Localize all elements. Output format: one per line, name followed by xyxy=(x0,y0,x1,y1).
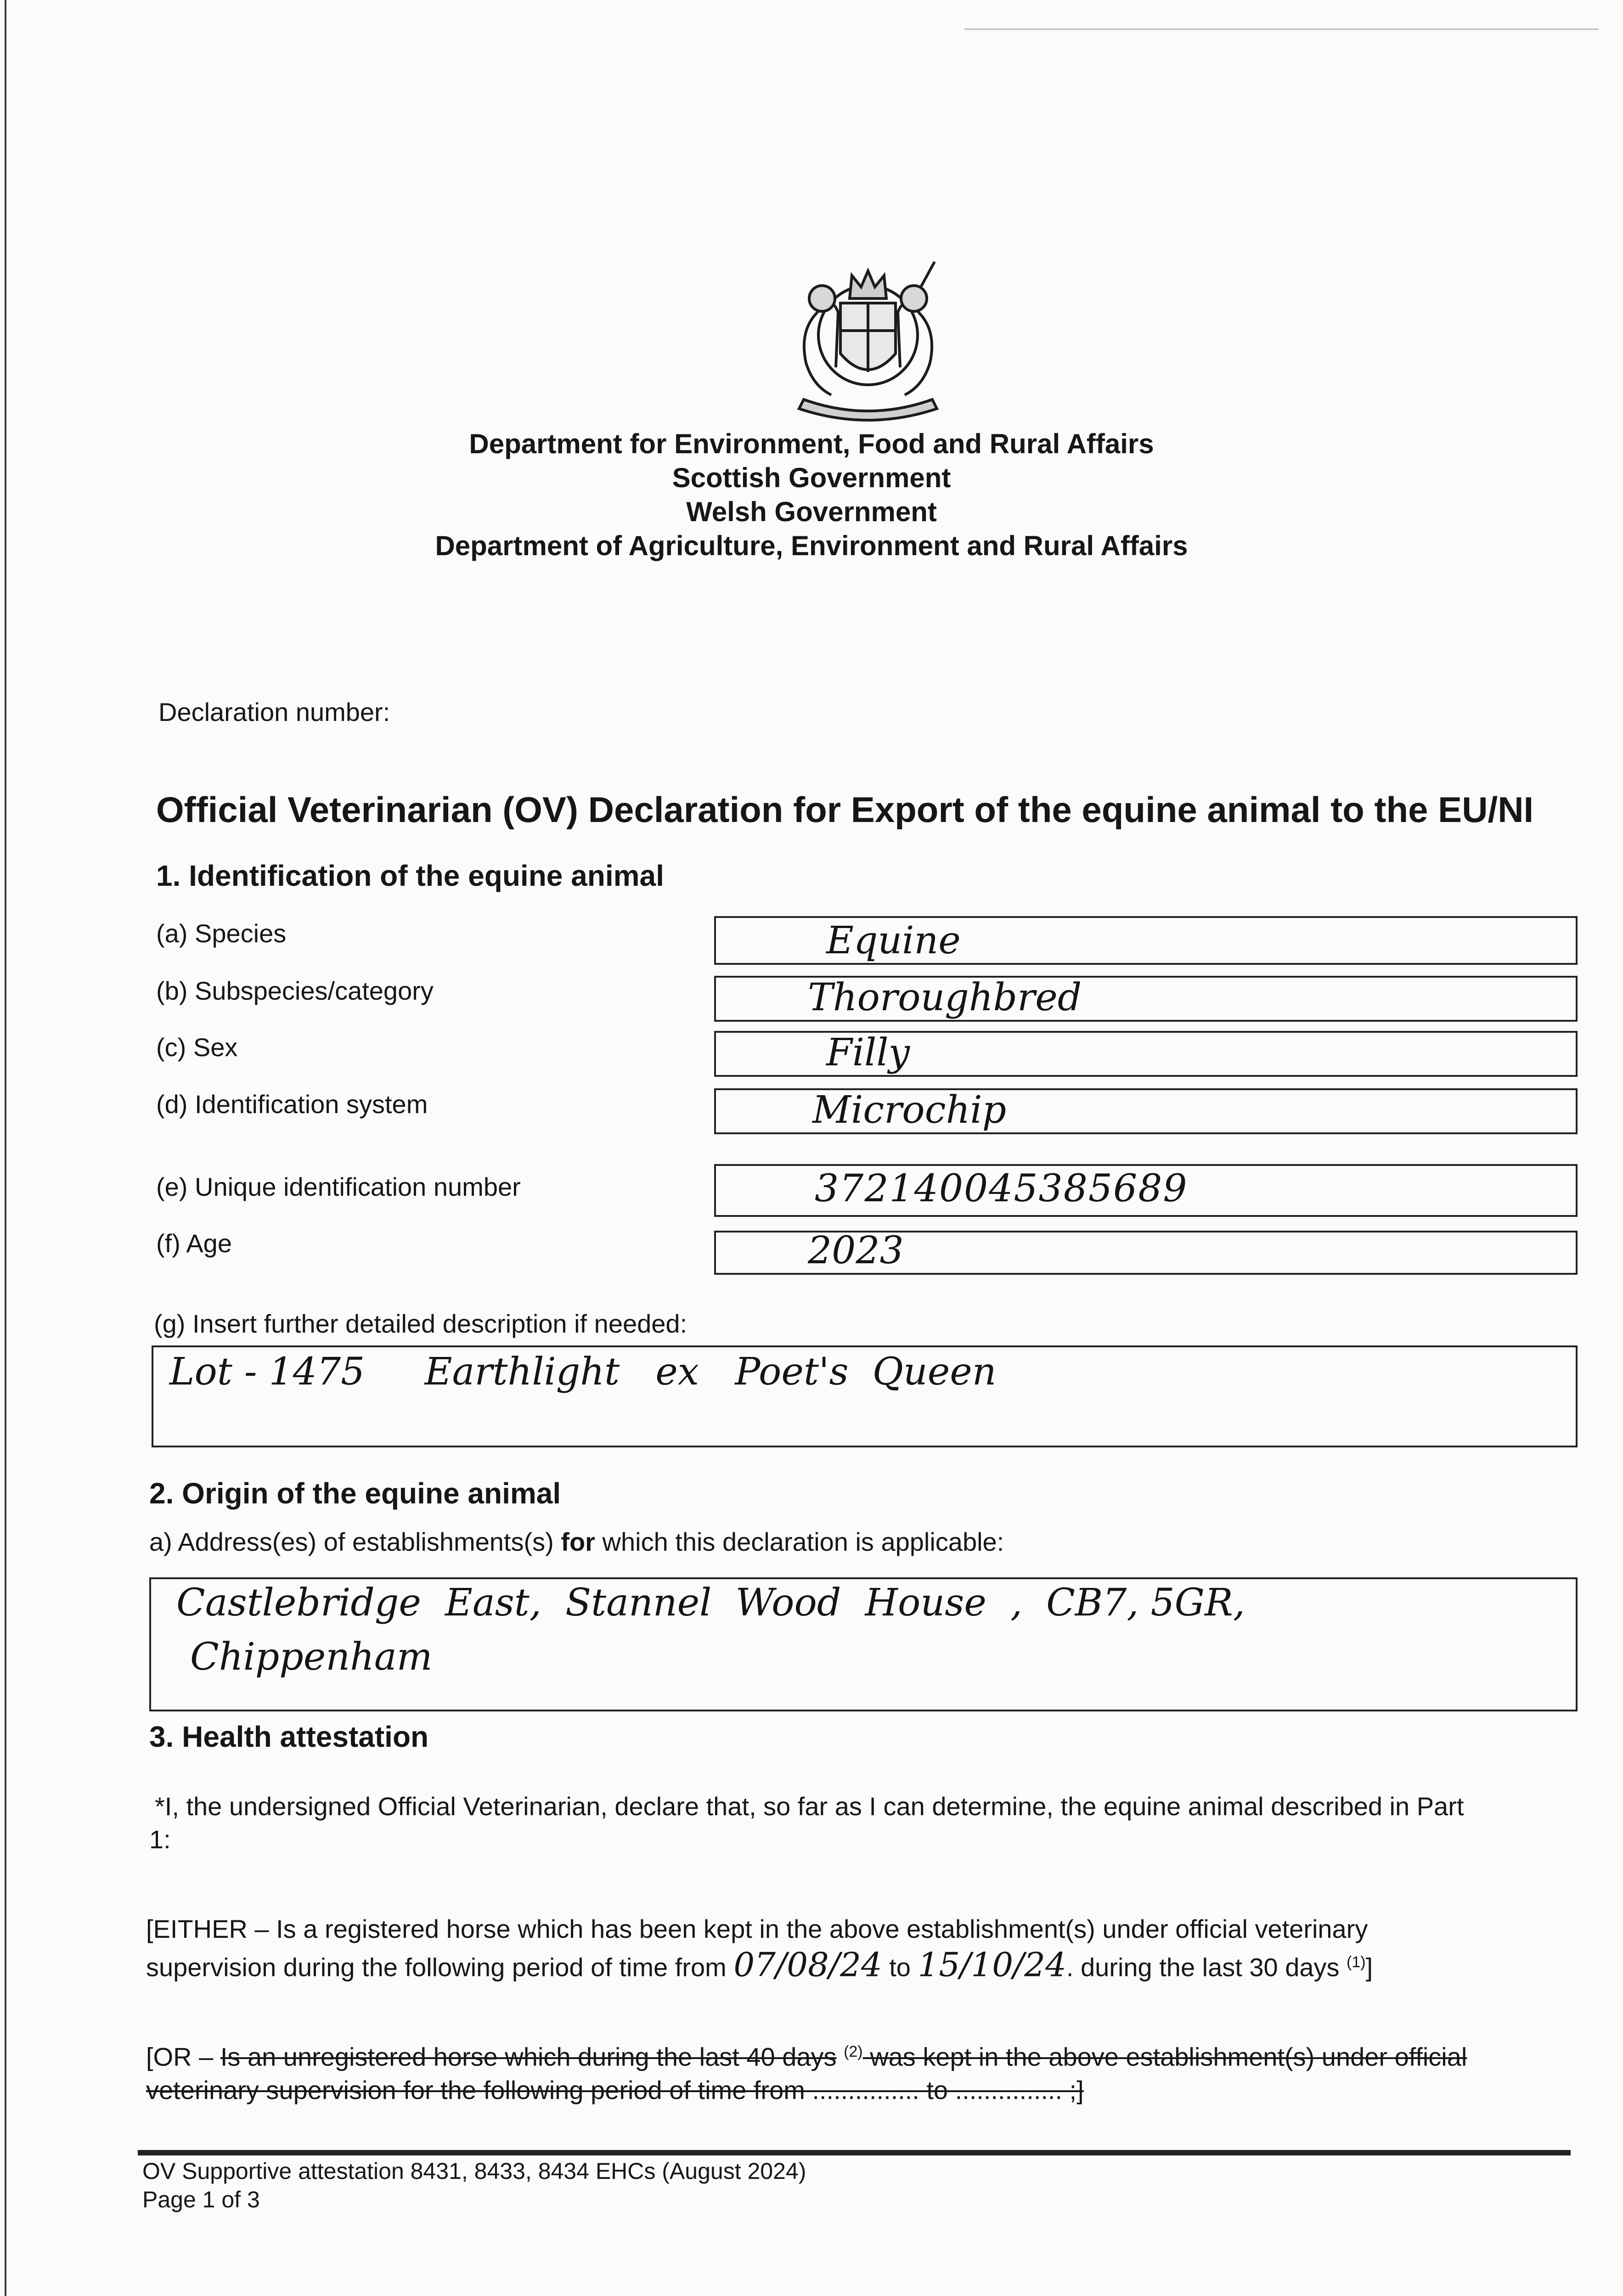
sex-field[interactable] xyxy=(714,1031,1578,1077)
either-clause xyxy=(146,1913,1579,1984)
sex-value: Filly xyxy=(826,1031,910,1075)
or-clause xyxy=(146,2035,1579,2107)
address-field[interactable] xyxy=(149,1577,1578,1711)
species-value: Equine xyxy=(826,919,961,962)
department-daera: Department of Agriculture, Environment and Rural Affairs xyxy=(435,530,1188,561)
or-clause-line-1: [OR – Is an unregistered horse which during the last 40 days $^{(2)}$ was kept in the above establishment(s) under official xyxy=(146,2042,1467,2071)
address-label: a) Address(es) of establishments(s) for which this declaration is applicable: xyxy=(149,1527,1004,1556)
either-clause-line-1: [EITHER – Is a registered horse which has been kept in the above establishment(s) under official veterinary xyxy=(146,1914,1368,1943)
further-description-label: (g) Insert further detailed description if needed: xyxy=(154,1309,688,1338)
department-welsh-government: Welsh Government xyxy=(686,496,937,527)
supervision-date-from: 07/08/24 xyxy=(733,1945,882,1984)
section-2-heading: 2. Origin of the equine animal xyxy=(149,1477,561,1510)
address-line-1: Castlebridge East, Stannel Wood House , CB7, 5GR, xyxy=(176,1581,1245,1625)
subspecies-field[interactable] xyxy=(714,976,1578,1022)
identification-system-label: (d) Identification system xyxy=(156,1090,428,1119)
species-field[interactable] xyxy=(714,916,1578,965)
subspecies-value: Thoroughbred xyxy=(808,976,1082,1019)
scan-edge-top xyxy=(964,28,1598,30)
section-1-heading: 1. Identification of the equine animal xyxy=(156,859,664,892)
age-field[interactable] xyxy=(714,1231,1578,1275)
section-3-heading: 3. Health attestation xyxy=(149,1720,429,1753)
department-scottish-government: Scottish Government xyxy=(672,462,951,493)
subspecies-label: (b) Subspecies/category xyxy=(156,976,434,1005)
footer xyxy=(142,2157,806,2214)
declaration-number-label: Declaration number: xyxy=(158,698,390,726)
unique-id-field[interactable] xyxy=(714,1164,1578,1217)
footer-attestation: OV Supportive attestation 8431, 8433, 8434 EHCs (August 2024) xyxy=(142,2158,806,2184)
supervision-date-to: 15/10/24 xyxy=(918,1945,1066,1984)
health-intro-line-2: 1: xyxy=(149,1825,171,1854)
unique-id-value: 372140045385689 xyxy=(815,1167,1188,1210)
further-description-value: Lot - 1475 Earthlight ex Poet's Queen xyxy=(169,1350,997,1394)
species-label: (a) Species xyxy=(156,919,287,948)
identification-system-field[interactable] xyxy=(714,1088,1578,1134)
identification-system-value: Microchip xyxy=(812,1088,1007,1132)
age-value: 2023 xyxy=(808,1229,904,1272)
health-intro-line-1: *I, the undersigned Official Veterinarian, declare that, so far as I can determine, the equine animal described in Part xyxy=(155,1792,1464,1821)
health-intro xyxy=(149,1790,1578,1856)
royal-coat-of-arms-icon xyxy=(762,248,974,422)
or-clause-line-2: veterinary supervision for the following period of time from ............... to ............... ;] xyxy=(146,2075,1084,2105)
sex-label: (c) Sex xyxy=(156,1033,238,1062)
either-clause-line-2: supervision during the following period of time from 07/08/24 to 15/10/24. during the last 30 days $^{(1)}$] xyxy=(146,1945,1373,1984)
address-line-2: Chippenham xyxy=(190,1635,433,1679)
age-label: (f) Age xyxy=(156,1229,232,1258)
further-description-field[interactable] xyxy=(152,1345,1578,1447)
footer-page-number: Page 1 of 3 xyxy=(142,2187,260,2212)
footer-rule xyxy=(138,2150,1571,2155)
document-title: Official Veterinarian (OV) Declaration for Export of the equine animal to the EU/NI xyxy=(156,789,1534,830)
scan-edge-left xyxy=(5,0,6,2296)
unique-id-label: (e) Unique identification number xyxy=(156,1172,521,1201)
department-defra: Department for Environment, Food and Rural Affairs xyxy=(469,428,1154,459)
